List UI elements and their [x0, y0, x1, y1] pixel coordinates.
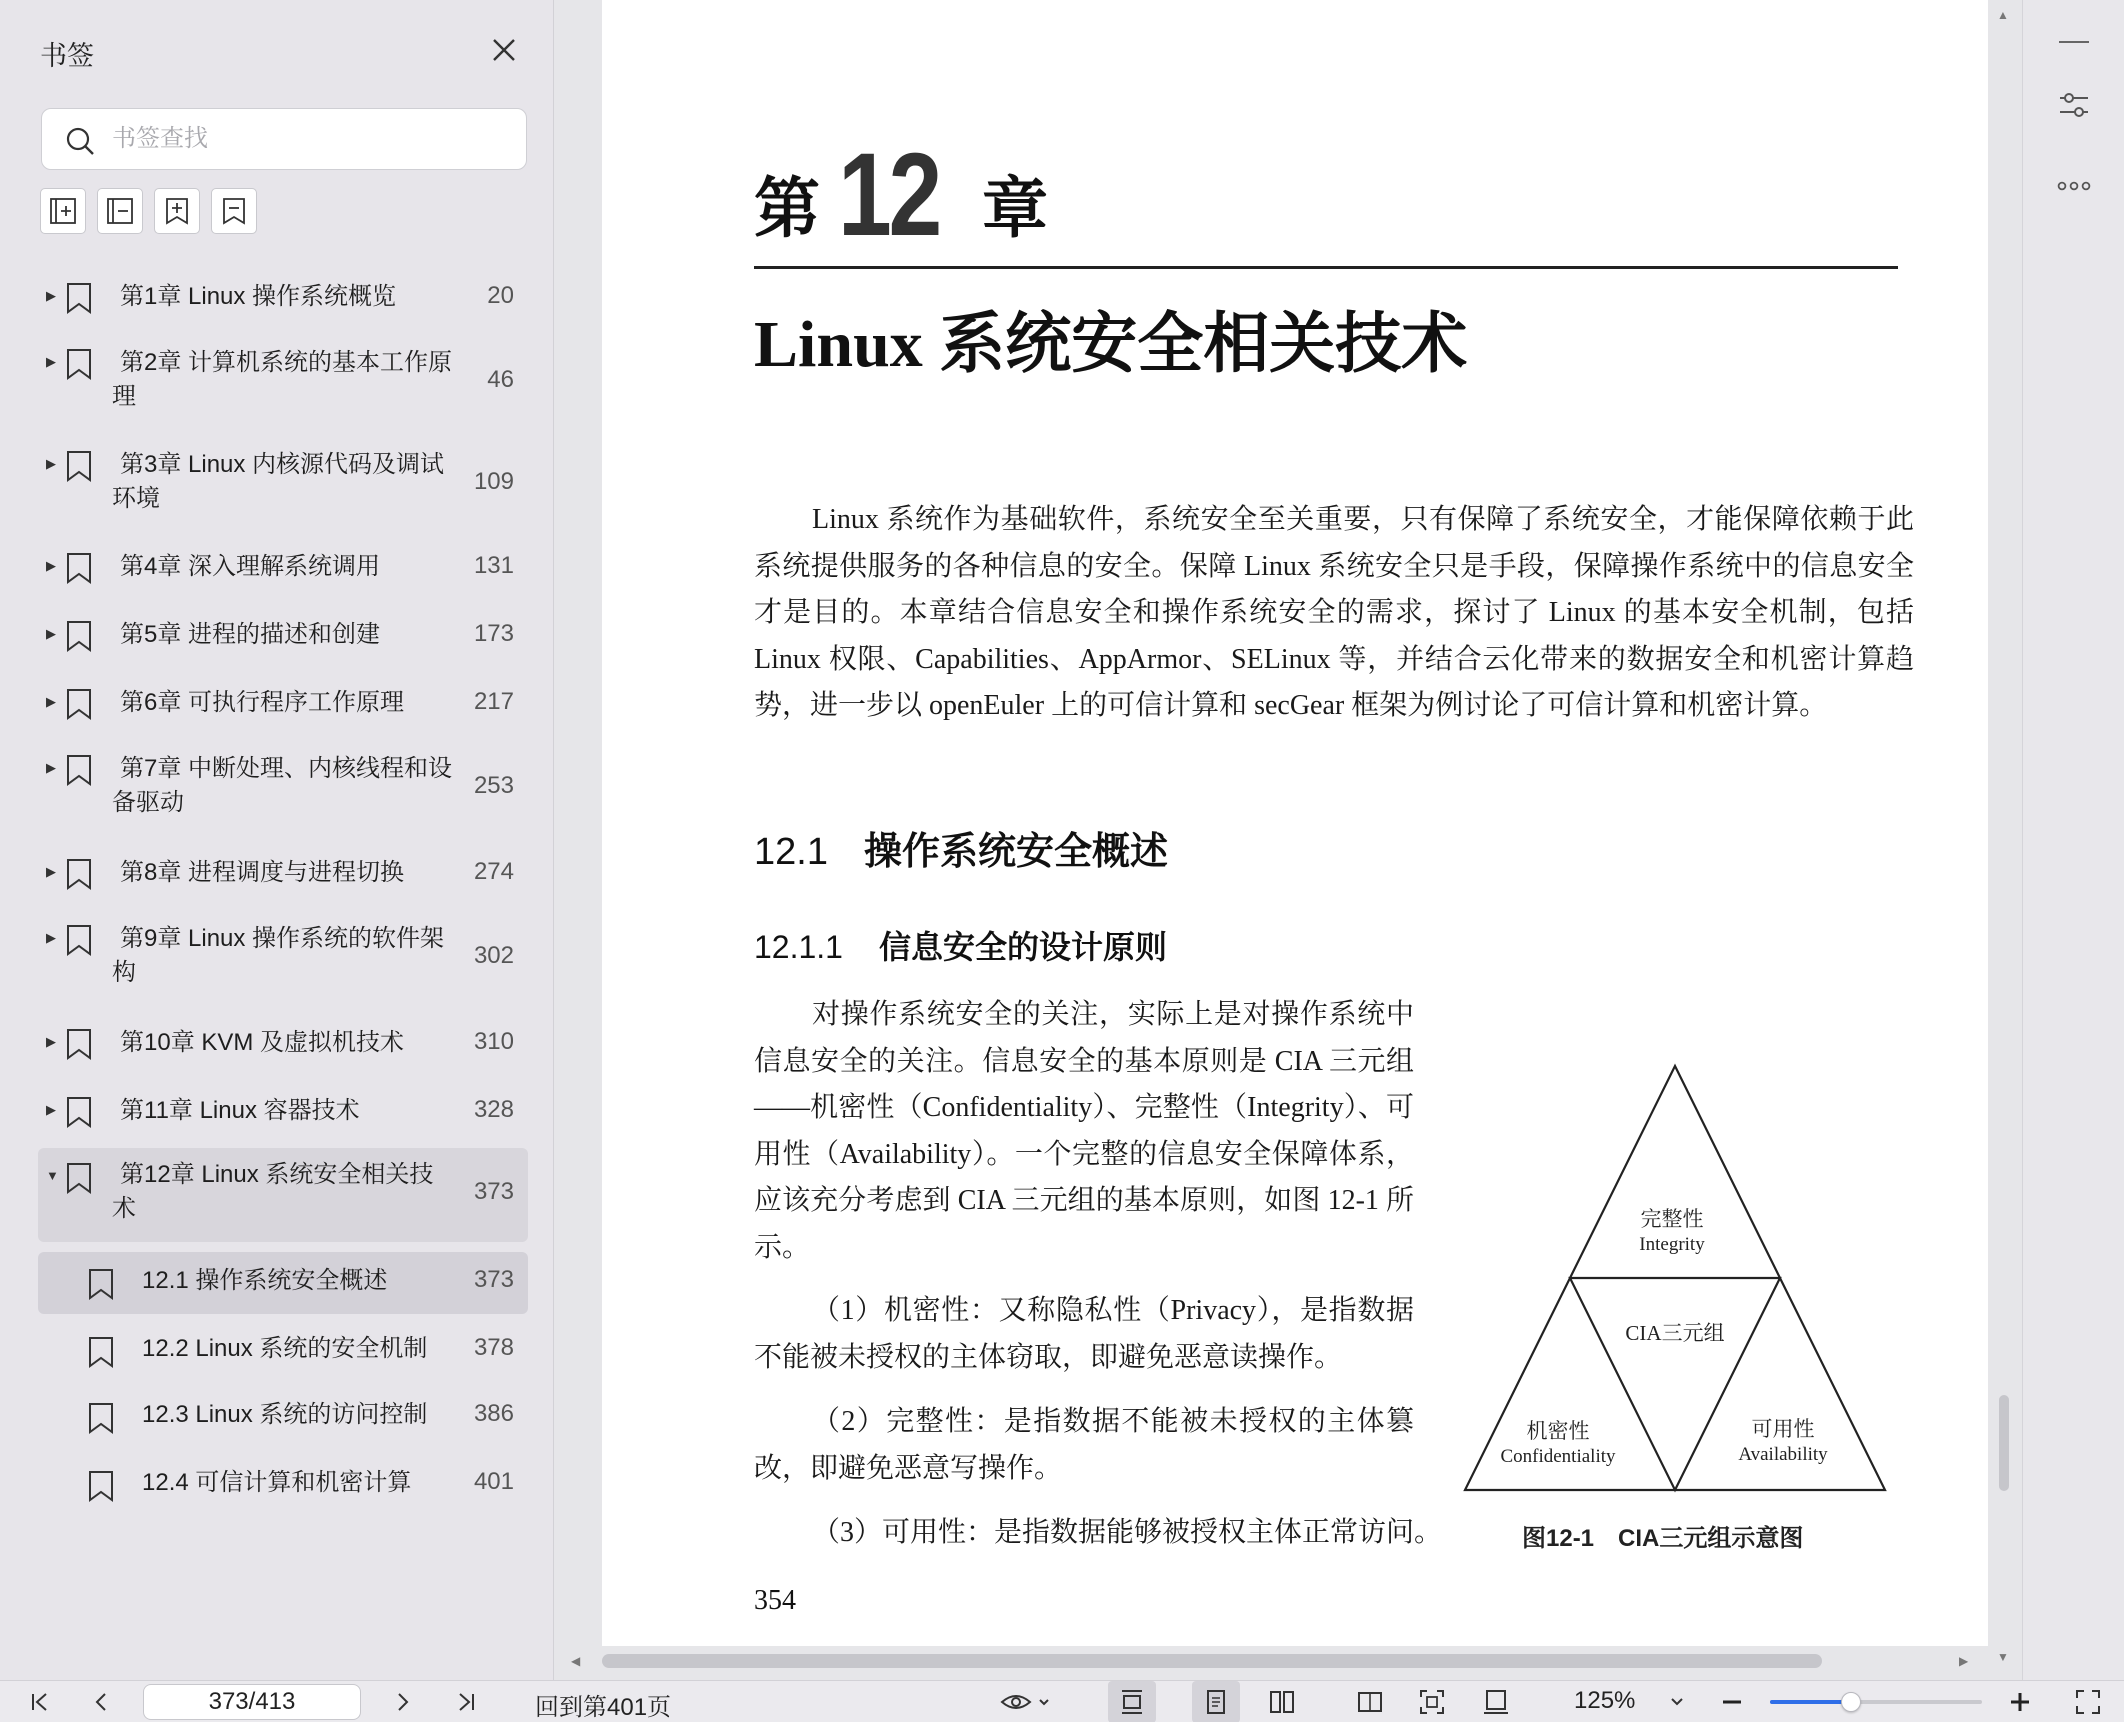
bookmark-item[interactable]	[38, 738, 528, 840]
close-icon[interactable]	[490, 36, 518, 64]
bookmark-icon	[66, 552, 92, 584]
bookmark-page: 378	[473, 1334, 514, 1361]
bookmark-icon	[66, 450, 92, 482]
bookmark-label: 12.4 可信计算和机密计算	[142, 1469, 412, 1496]
expand-arrow-icon[interactable]: ▶	[46, 354, 56, 369]
subsection-number: 12.1.1	[754, 929, 843, 965]
document-page	[602, 0, 1988, 1646]
figure-caption: 图12-1 CIA三元组示意图	[1522, 1525, 1804, 1552]
bookmark-subitem[interactable]	[38, 1450, 528, 1518]
bookmark-label-cont: 理	[112, 383, 136, 410]
subsection-heading	[754, 922, 1167, 968]
bookmark-item[interactable]	[38, 1078, 528, 1148]
expand-arrow-icon[interactable]: ▶	[46, 558, 56, 573]
zoom-level[interactable]: 125%	[1574, 1687, 1636, 1714]
fit-width-view-button[interactable]	[1108, 1681, 1156, 1722]
bookmark-label: 第3章 Linux 内核源代码及调试	[120, 451, 445, 478]
bookmark-icon	[66, 754, 92, 786]
section-title: 操作系统安全概述	[863, 831, 1168, 873]
book-view-button[interactable]	[1346, 1681, 1394, 1722]
two-page-view-button[interactable]	[1258, 1681, 1306, 1722]
bookmark-label: 12.3 Linux 系统的访问控制	[142, 1401, 428, 1428]
bookmark-icon	[66, 924, 92, 956]
bookmark-label: 第2章 计算机系统的基本工作原	[120, 349, 453, 376]
search-input[interactable]	[112, 119, 512, 159]
horizontal-scrollbar[interactable]	[555, 1646, 2021, 1676]
more-options-icon[interactable]	[2057, 180, 2091, 192]
chapter-prefix: 第	[754, 173, 820, 246]
document-viewport[interactable]	[555, 0, 2021, 1680]
expand-arrow-icon[interactable]: ▶	[46, 864, 56, 879]
collapse-arrow-icon[interactable]: ▼	[46, 1168, 59, 1183]
rotate-view-button[interactable]	[1472, 1681, 1520, 1722]
bookmark-label: 第6章 可执行程序工作原理	[120, 689, 405, 716]
bookmark-label-cont: 构	[112, 959, 136, 986]
bookmark-page: 386	[473, 1400, 514, 1427]
bookmark-subitem[interactable]	[38, 1314, 528, 1382]
bookmark-label-cont: 环境	[112, 485, 160, 512]
zoom-in-icon[interactable]	[2002, 1681, 2038, 1722]
bookmark-icon	[66, 1028, 92, 1060]
bookmark-label: 第11章 Linux 容器技术	[120, 1097, 360, 1124]
search-icon	[64, 125, 96, 157]
bookmark-label: 第10章 KVM 及虚拟机技术	[120, 1029, 405, 1056]
bookmark-label: 12.1 操作系统安全概述	[142, 1267, 388, 1294]
bookmark-icon	[66, 1096, 92, 1128]
zoom-dropdown-icon[interactable]	[1662, 1681, 1692, 1722]
bookmark-icon	[66, 858, 92, 890]
bottom-toolbar	[0, 1680, 2124, 1722]
chapter-heading	[754, 129, 1048, 261]
bookmark-icon	[88, 1402, 114, 1434]
book-view-icon	[1356, 1688, 1384, 1716]
bookmark-label-cont: 术	[112, 1195, 136, 1222]
bookmark-page: 46	[487, 366, 514, 393]
bookmark-icon	[66, 688, 92, 720]
scroll-thumb[interactable]	[602, 1654, 1822, 1668]
scroll-up-icon[interactable]: ▲	[1997, 8, 2009, 22]
bookmark-icon	[88, 1268, 114, 1300]
two-page-icon	[1268, 1688, 1296, 1716]
body-paragraph: （3）可用性：是指数据能够被授权主体正常访问。	[812, 1517, 1443, 1548]
bookmark-icon	[66, 282, 92, 314]
expand-arrow-icon[interactable]: ▶	[46, 1102, 56, 1117]
bookmark-label: 第1章 Linux 操作系统概览	[120, 283, 397, 310]
bookmark-panel	[0, 0, 554, 1680]
chapter-number: 12	[838, 129, 940, 261]
figure-label: CIA三元组	[1625, 1321, 1725, 1345]
bookmark-item[interactable]	[38, 602, 528, 670]
bookmark-item[interactable]	[38, 840, 528, 908]
page-number: 354	[754, 1585, 796, 1616]
bookmark-icon	[66, 348, 92, 380]
bookmark-page: 20	[487, 282, 514, 309]
expand-arrow-icon[interactable]: ▶	[46, 930, 56, 945]
bookmark-page: 253	[473, 772, 514, 799]
add-bookmark-button[interactable]	[154, 188, 200, 234]
figure-label: 完整性	[1640, 1207, 1704, 1231]
expand-all-button[interactable]	[40, 188, 86, 234]
figure-label: Confidentiality	[1500, 1446, 1616, 1467]
zoom-out-icon[interactable]	[1714, 1681, 1750, 1722]
bookmark-page: 373	[473, 1178, 514, 1205]
expand-arrow-icon[interactable]: ▶	[46, 626, 56, 641]
bookmark-page: 302	[473, 942, 514, 969]
adjust-settings-icon[interactable]	[2057, 88, 2091, 122]
bookmark-page: 173	[473, 620, 514, 647]
fit-page-button[interactable]	[1408, 1681, 1456, 1722]
subsection-title: 信息安全的设计原则	[878, 929, 1167, 965]
bookmark-label: 第4章 深入理解系统调用	[120, 553, 381, 580]
minimize-icon[interactable]	[2057, 40, 2091, 44]
bookmark-label: 第5章 进程的描述和创建	[120, 621, 381, 648]
bookmark-icon	[66, 1162, 92, 1194]
bookmark-page: 401	[473, 1468, 514, 1495]
figure-label: 可用性	[1751, 1417, 1815, 1441]
page-input[interactable]: 373/413	[143, 1684, 361, 1720]
bookmark-label: 第9章 Linux 操作系统的软件架	[120, 925, 445, 952]
bookmark-page: 131	[473, 552, 514, 579]
first-page-icon[interactable]	[20, 1681, 60, 1722]
eye-icon	[1000, 1690, 1052, 1714]
expand-arrow-icon[interactable]: ▶	[46, 288, 56, 303]
body-paragraph: 对操作系统安全的关注，实际上是对操作系统中信息安全的关注。信息安全的基本原则是 CIA 三元组——机密性（Confidentiality）、完整性（Integrity）、可用性（Availability）。一个完整的信息安全保障体系，应该充分考虑到 CIA 三元组的基本原则，如图 12-1 所示。	[754, 999, 1414, 1263]
chapter-rule	[754, 266, 1898, 269]
bookmark-label: 第7章 中断处理、内核线程和设	[120, 755, 453, 782]
bookmark-subitem-selected[interactable]	[38, 1252, 528, 1314]
bookmark-item[interactable]	[38, 534, 528, 602]
bookmark-page: 373	[473, 1266, 514, 1293]
scroll-thumb[interactable]	[1999, 1395, 2009, 1491]
bookmark-page: 310	[473, 1028, 514, 1055]
chapter-suffix: 章	[982, 173, 1048, 246]
bookmark-list	[38, 264, 528, 1518]
bookmark-page: 109	[473, 468, 514, 495]
scroll-down-icon[interactable]: ▼	[1997, 1650, 2009, 1664]
bookmark-item[interactable]	[38, 332, 528, 434]
expand-arrow-icon[interactable]: ▶	[46, 1034, 56, 1049]
single-page-view-button[interactable]	[1192, 1681, 1240, 1722]
vertical-scrollbar[interactable]	[1989, 0, 2019, 1680]
page-frame-icon	[1482, 1688, 1510, 1716]
section-heading	[754, 820, 1168, 875]
bookmark-label-cont: 备驱动	[112, 789, 184, 816]
zoom-slider-fill	[1770, 1700, 1851, 1704]
bookmark-search[interactable]	[41, 108, 527, 170]
figure-label: Integrity	[1639, 1234, 1705, 1255]
bookmark-item-current-chapter[interactable]	[38, 1148, 528, 1242]
remove-bookmark-button[interactable]	[211, 188, 257, 234]
next-page-icon[interactable]	[382, 1681, 422, 1722]
bookmark-item[interactable]	[38, 908, 528, 1010]
scroll-right-icon[interactable]: ▶	[1959, 1654, 1969, 1668]
zoom-slider-knob[interactable]	[1841, 1692, 1861, 1712]
bookmark-icon	[88, 1336, 114, 1368]
single-page-icon	[1202, 1688, 1230, 1716]
goto-page-link[interactable]: 回到第401页	[535, 1694, 672, 1721]
bookmark-icon	[66, 620, 92, 652]
bookmark-subitem[interactable]	[38, 1382, 528, 1450]
fullscreen-icon[interactable]	[2066, 1681, 2110, 1722]
expand-arrow-icon[interactable]: ▶	[46, 694, 56, 709]
chapter-title: Linux 系统安全相关技术	[754, 308, 1468, 381]
bookmark-page: 217	[473, 688, 514, 715]
right-toolbar	[2022, 0, 2124, 1680]
section-number: 12.1	[754, 831, 828, 873]
bookmark-label: 第12章 Linux 系统安全相关技	[120, 1161, 434, 1188]
bookmark-item[interactable]	[38, 1010, 528, 1078]
reading-mode-dropdown[interactable]	[996, 1681, 1056, 1722]
bookmark-icon	[88, 1470, 114, 1502]
bookmark-label: 12.2 Linux 系统的安全机制	[142, 1335, 428, 1362]
figure-label: 机密性	[1526, 1419, 1590, 1443]
bookmark-page: 328	[473, 1096, 514, 1123]
collapse-all-button[interactable]	[97, 188, 143, 234]
bookmark-item[interactable]	[38, 264, 528, 332]
bookmark-page: 274	[473, 858, 514, 885]
bookmark-item[interactable]	[38, 670, 528, 738]
intro-paragraph: Linux 系统作为基础软件，系统安全至关重要，只有保障了系统安全，才能保障依赖于此系统提供服务的各种信息的安全。保障 Linux 系统安全只是手段，保障操作系统中的信息安全才是目的。本章结合信息安全和操作系统安全的需求，探讨了 Linux 的基本安全机制，包括 Linux 权限、Capabilities、AppArmor、SELinux 等，并结合云化带来的数据安全和机密计算趋势，进一步以 openEuler 上的可信计算和 secGear 框架为例讨论了可信计算和机密计算。	[754, 504, 1914, 721]
expand-arrow-icon[interactable]: ▶	[46, 456, 56, 471]
zoom-slider[interactable]	[1770, 1700, 1982, 1704]
expand-arrow-icon[interactable]: ▶	[46, 760, 56, 775]
bookmark-label: 第8章 进程调度与进程切换	[120, 859, 405, 886]
cia-triad-figure	[1452, 1058, 1898, 1558]
prev-page-icon[interactable]	[82, 1681, 122, 1722]
body-paragraph: （1）机密性：又称隐私性（Privacy），是指数据不能被未授权的主体窃取，即避免恶意读操作。	[754, 1295, 1414, 1373]
fit-width-icon	[1118, 1688, 1146, 1716]
body-paragraph: （2）完整性：是指数据不能被未授权的主体篡改，即避免恶意写操作。	[754, 1406, 1414, 1484]
fit-page-icon	[1418, 1688, 1446, 1716]
figure-label: Availability	[1738, 1444, 1828, 1465]
scroll-left-icon[interactable]: ◀	[571, 1654, 581, 1668]
last-page-icon[interactable]	[446, 1681, 486, 1722]
bookmark-item[interactable]	[38, 434, 528, 534]
panel-title: 书签	[40, 41, 94, 71]
